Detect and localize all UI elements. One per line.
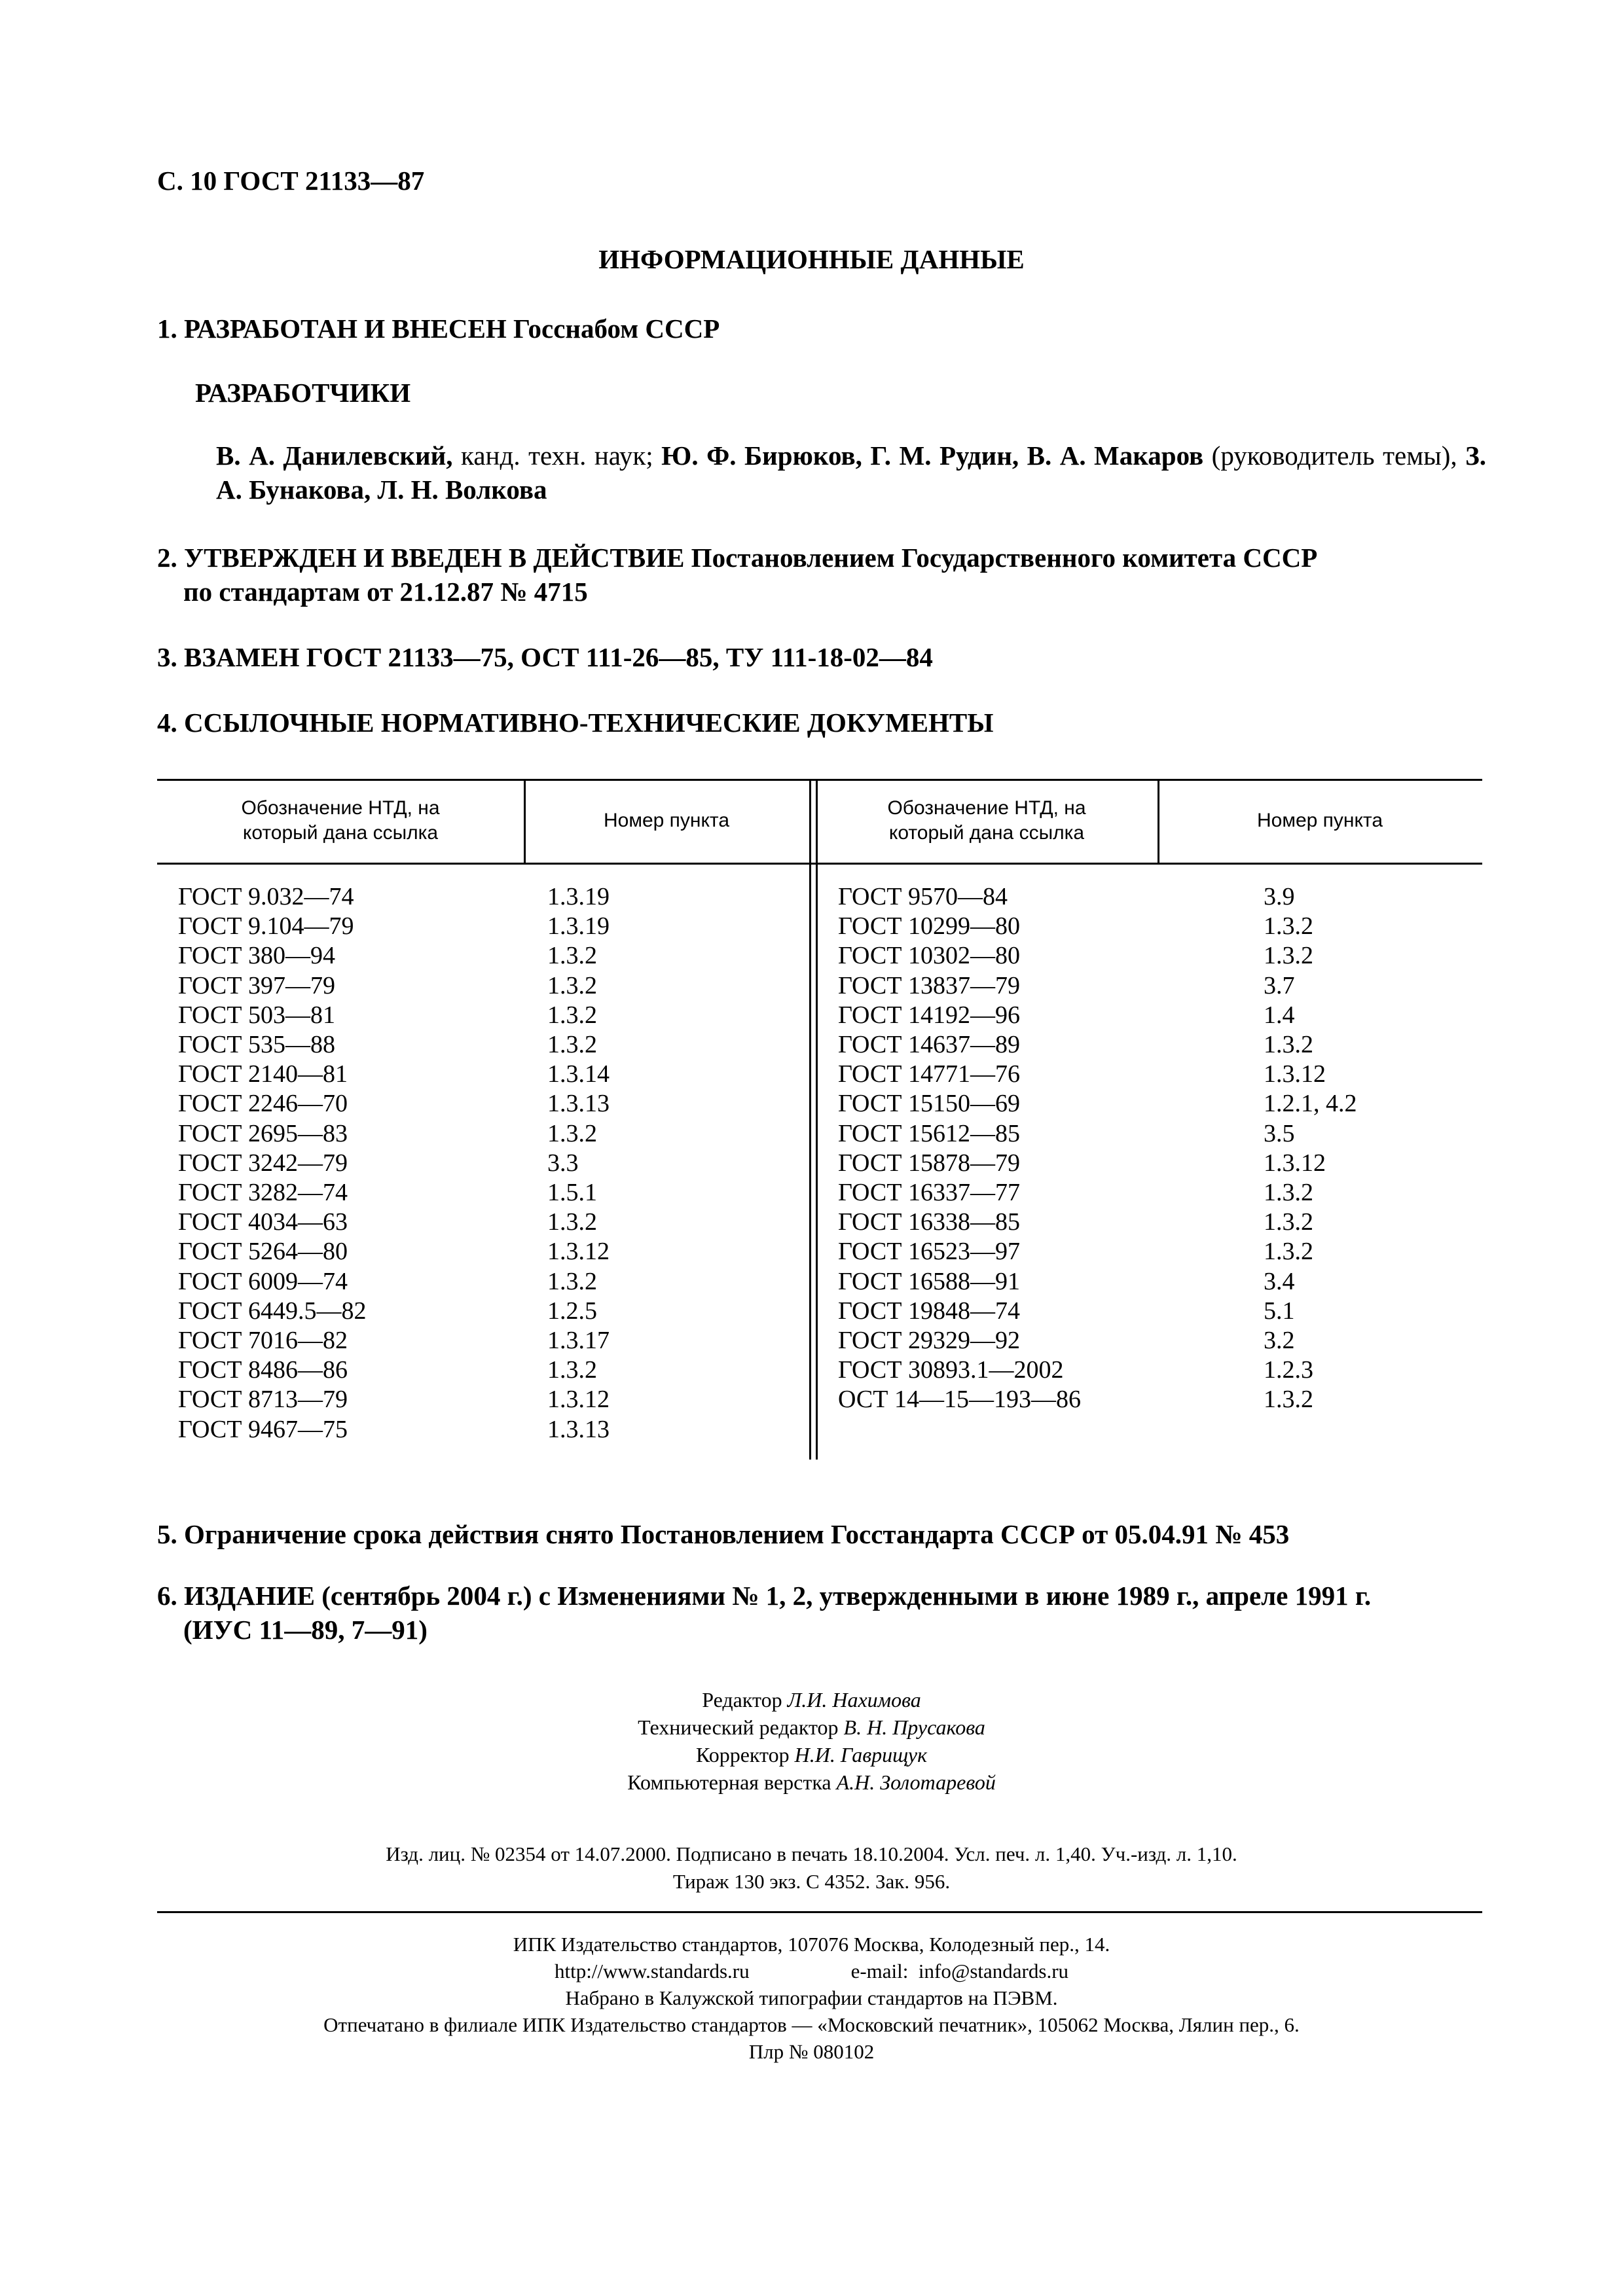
table-cell-clause: 1.3.14 — [547, 1060, 610, 1088]
table-cell-clause: 1.2.3 — [1264, 1356, 1313, 1384]
table-cell-clause: 1.3.2 — [547, 1031, 597, 1059]
table-cell-document: ГОСТ 15612—85 — [838, 1119, 1020, 1147]
table-cell-clause: 1.3.12 — [1264, 1060, 1326, 1088]
table-cell-clause: 1.5.1 — [547, 1179, 597, 1207]
table-cell-clause: 1.3.13 — [547, 1415, 610, 1443]
imprint-line-2: Тираж 130 экз. С 4352. Зак. 956. — [672, 1870, 951, 1893]
reference-table — [157, 779, 1482, 1460]
table-top-rule — [157, 779, 1482, 781]
page-header: С. 10 ГОСТ 21133—87 — [157, 166, 425, 196]
table-cell-document: ГОСТ 10302—80 — [838, 942, 1020, 970]
item-1: 1. РАЗРАБОТАН И ВНЕСЕН Госснабом СССР — [157, 314, 720, 344]
table-cell-clause: 3.5 — [1264, 1119, 1295, 1147]
credit-proofreader: Корректор Н.И. Гаврищук — [695, 1743, 928, 1767]
table-center-divider — [809, 779, 811, 1460]
item-6-line-2: (ИУС 11—89, 7—91) — [183, 1615, 428, 1645]
table-cell-clause: 1.2.5 — [547, 1297, 597, 1325]
table-cell-document: ГОСТ 3282—74 — [178, 1179, 348, 1207]
table-cell-clause: 3.2 — [1264, 1327, 1295, 1355]
table-cell-document: ГОСТ 16523—97 — [838, 1238, 1020, 1266]
footer-line: Набрано в Калужской типографии стандартов на ПЭВМ. — [565, 1986, 1058, 2009]
table-cell-document: ГОСТ 9570—84 — [838, 883, 1008, 910]
table-cell-clause: 1.3.2 — [1264, 1179, 1313, 1207]
table-cell-clause: 1.3.2 — [547, 942, 597, 970]
table-cell-clause: 1.3.2 — [1264, 1031, 1313, 1059]
imprint-line-1: Изд. лиц. № 02354 от 14.07.2000. Подписано в печать 18.10.2004. Усл. печ. л. 1,40. Уч.-изд. л. 1,10. — [386, 1842, 1237, 1865]
credit-layout: Компьютерная верстка А.Н. Золотаревой — [627, 1770, 996, 1794]
table-cell-document: ГОСТ 8713—79 — [178, 1386, 348, 1414]
footer — [0, 1931, 1623, 2065]
header-num-left: Номер пункта — [603, 810, 730, 831]
table-cell-document: ГОСТ 5264—80 — [178, 1238, 348, 1266]
table-cell-document: ГОСТ 16337—77 — [838, 1179, 1020, 1207]
table-cell-clause: 1.3.12 — [547, 1386, 610, 1414]
table-cell-clause: 1.3.2 — [547, 1119, 597, 1147]
table-cell-clause: 1.3.2 — [1264, 1208, 1313, 1236]
table-cell-document: ГОСТ 16588—91 — [838, 1267, 1020, 1295]
table-cell-document: ГОСТ 14192—96 — [838, 1001, 1020, 1029]
header-num-right: Номер пункта — [1256, 810, 1383, 831]
table-cell-document: ГОСТ 8486—86 — [178, 1356, 348, 1384]
table-cell-clause: 3.4 — [1264, 1267, 1295, 1295]
right-num-column — [1264, 882, 1357, 1415]
table-cell-document: ГОСТ 503—81 — [178, 1001, 335, 1029]
table-cell-clause: 1.3.2 — [1264, 1238, 1313, 1266]
imprint — [0, 1840, 1623, 1895]
table-cell-clause: 1.3.2 — [1264, 1386, 1313, 1414]
table-cell-document: ГОСТ 15150—69 — [838, 1090, 1020, 1118]
table-cell-document: ГОСТ 6449.5—82 — [178, 1297, 367, 1325]
right-doc-column — [838, 882, 1081, 1415]
table-cell-clause: 1.3.2 — [547, 1356, 597, 1384]
table-cell-clause: 1.3.12 — [547, 1238, 610, 1266]
table-cell-document: ГОСТ 4034—63 — [178, 1208, 348, 1236]
table-cell-document: ГОСТ 9467—75 — [178, 1415, 348, 1443]
table-cell-clause: 1.3.2 — [547, 971, 597, 999]
footer-rule — [157, 1911, 1482, 1913]
table-cell-document: ГОСТ 7016—82 — [178, 1327, 348, 1355]
table-cell-clause: 3.3 — [547, 1149, 579, 1177]
table-cell-document: ГОСТ 397—79 — [178, 971, 335, 999]
table-cell-document: ГОСТ 29329—92 — [838, 1327, 1020, 1355]
table-cell-document: ГОСТ 2695—83 — [178, 1119, 348, 1147]
table-cell-document: ГОСТ 3242—79 — [178, 1149, 348, 1177]
table-cell-clause: 1.3.2 — [547, 1208, 597, 1236]
table-cell-document: ГОСТ 2246—70 — [178, 1090, 348, 1118]
credit-editor: Редактор Л.И. Нахимова — [702, 1688, 921, 1712]
table-header-rule — [157, 863, 1482, 865]
item-6-line-1: 6. ИЗДАНИЕ (сентябрь 2004 г.) с Изменениями № 1, 2, утвержденными в июне 1989 г., апреле 1991 г. — [157, 1581, 1372, 1611]
table-cell-document: ОСТ 14—15—193—86 — [838, 1386, 1081, 1414]
item-6 — [157, 1579, 1371, 1647]
table-cell-clause: 5.1 — [1264, 1297, 1295, 1325]
developers-list — [216, 439, 1486, 507]
table-cell-document: ГОСТ 535—88 — [178, 1031, 335, 1059]
table-cell-document: ГОСТ 14637—89 — [838, 1031, 1020, 1059]
table-cell-document: ГОСТ 13837—79 — [838, 971, 1020, 999]
item-4: 4. ССЫЛОЧНЫЕ НОРМАТИВНО-ТЕХНИЧЕСКИЕ ДОКУМЕНТЫ — [157, 708, 994, 738]
table-center-divider — [816, 779, 818, 1460]
footer-line: Плр № 080102 — [748, 2040, 875, 2063]
item-2-line-2: по стандартам от 21.12.87 № 4715 — [183, 577, 588, 607]
table-cell-clause: 3.7 — [1264, 971, 1295, 999]
table-cell-document: ГОСТ 380—94 — [178, 942, 335, 970]
table-cell-document: ГОСТ 14771—76 — [838, 1060, 1020, 1088]
header-doc-left: Обозначение НТД, на который дана ссылка — [241, 797, 440, 844]
table-cell-document: ГОСТ 15878—79 — [838, 1149, 1020, 1177]
table-cell-document: ГОСТ 16338—85 — [838, 1208, 1020, 1236]
developer-names: Ю. Ф. Бирюков, Г. М. Рудин, В. А. Макаров — [661, 440, 1204, 471]
table-cell-clause: 1.3.19 — [547, 912, 610, 941]
footer-line: Отпечатано в филиале ИПК Издательство стандартов — «Московский печатник», 105062 Москва, Лялин пер., 6. — [323, 2013, 1300, 2036]
table-cell-clause: 1.2.1, 4.2 — [1264, 1090, 1357, 1118]
developer-role: (руководитель темы), — [1203, 440, 1466, 471]
left-doc-column — [178, 882, 367, 1444]
table-cell-document: ГОСТ 6009—74 — [178, 1267, 348, 1295]
table-cell-document: ГОСТ 30893.1—2002 — [838, 1356, 1064, 1384]
table-cell-document: ГОСТ 19848—74 — [838, 1297, 1020, 1325]
table-cell-clause: 1.3.19 — [547, 883, 610, 910]
table-cell-clause: 1.3.2 — [1264, 912, 1313, 941]
credits — [0, 1686, 1623, 1796]
table-cell-clause: 1.3.12 — [1264, 1149, 1326, 1177]
table-cell-clause: 1.3.2 — [547, 1267, 597, 1295]
developer-name: В. А. Данилевский, — [216, 440, 453, 471]
table-cell-clause: 1.3.2 — [547, 1001, 597, 1029]
item-2 — [157, 541, 1317, 609]
table-cell-clause: 1.3.2 — [1264, 942, 1313, 970]
item-2-line-1: 2. УТВЕРЖДЕН И ВВЕДЕН В ДЕЙСТВИЕ Постановлением Государственного комитета СССР — [157, 543, 1318, 573]
header-doc-right: Обозначение НТД, на который дана ссылка — [887, 797, 1086, 844]
developer-names: З. А. Бунакова, Л. Н. Волкова — [216, 440, 1486, 505]
developers-heading: РАЗРАБОТЧИКИ — [195, 378, 411, 408]
page-title: ИНФОРМАЦИОННЫЕ ДАННЫЕ — [598, 244, 1025, 274]
footer-line: ИПК Издательство стандартов, 107076 Москва, Колодезный пер., 14. — [513, 1933, 1110, 1956]
credit-tech-editor: Технический редактор В. Н. Прусакова — [638, 1715, 985, 1739]
table-cell-clause: 1.3.13 — [547, 1090, 610, 1118]
footer-line: http://www.standards.ru e-mail: info@standards.ru — [554, 1960, 1069, 1982]
table-cell-document: ГОСТ 9.104—79 — [178, 912, 354, 941]
developer-degree: канд. техн. наук; — [452, 440, 662, 471]
table-cell-clause: 3.9 — [1264, 883, 1295, 910]
table-cell-clause: 1.4 — [1264, 1001, 1295, 1029]
table-cell-document: ГОСТ 9.032—74 — [178, 883, 354, 910]
table-cell-clause: 1.3.17 — [547, 1327, 610, 1355]
table-cell-document: ГОСТ 2140—81 — [178, 1060, 348, 1088]
item-3: 3. ВЗАМЕН ГОСТ 21133—75, ОСТ 111-26—85, ТУ 111-18-02—84 — [157, 642, 933, 672]
left-num-column — [547, 882, 610, 1444]
item-5: 5. Ограничение срока действия снято Постановлением Госстандарта СССР от 05.04.91 № 453 — [157, 1519, 1290, 1549]
table-cell-document: ГОСТ 10299—80 — [838, 912, 1020, 941]
